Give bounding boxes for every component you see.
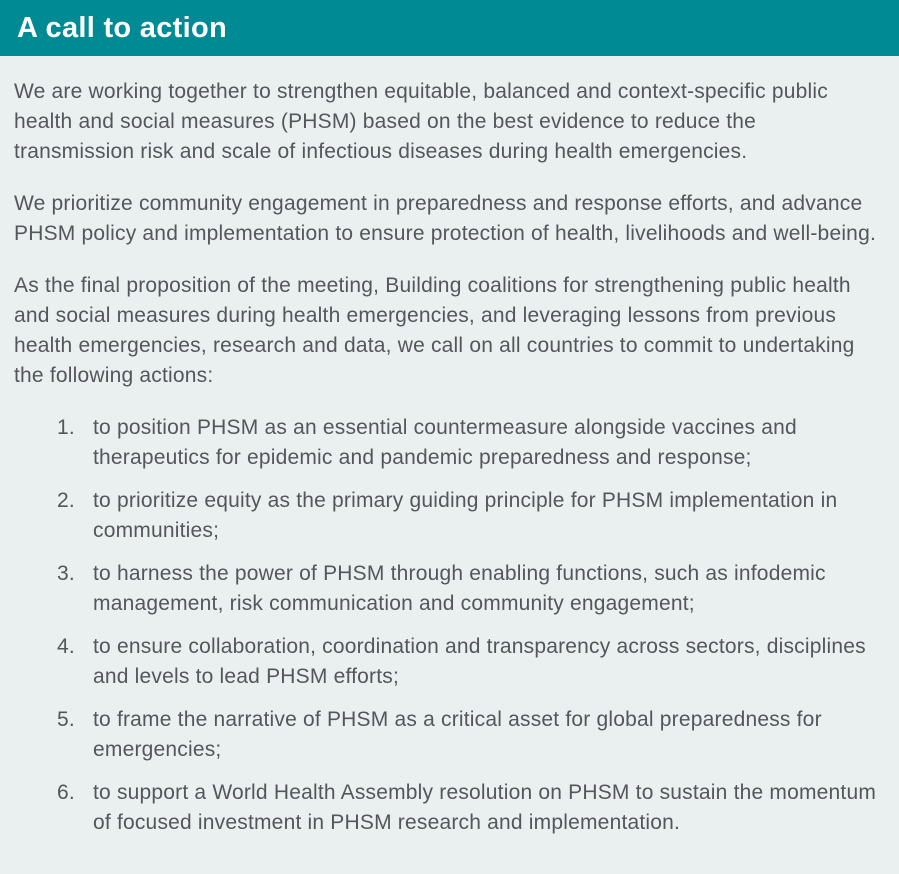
actions-list — [14, 413, 877, 838]
list-item — [14, 778, 877, 838]
list-item-number: 3. — [57, 562, 75, 585]
list-item — [14, 632, 877, 692]
paragraph-proposition: As the final proposition of the meeting, Building coalitions for strengthening public health and social measures during health emergencies, and leveraging lessons from previous health emergencies, research and data, we call on all countries to commit to undertaking the following actions: — [14, 274, 855, 387]
list-item — [14, 486, 877, 546]
paragraph-intro: We are working together to strengthen equitable, balanced and context-specific public health and social measures (PHSM) based on the best evidence to reduce the transmission risk and scale of infectious diseases during health emergencies. — [14, 80, 828, 163]
list-item-number: 5. — [57, 708, 75, 731]
list-item-number: 4. — [57, 635, 75, 658]
list-item-number: 2. — [57, 489, 75, 512]
list-item-number: 6. — [57, 781, 75, 804]
section-title: A call to action — [17, 11, 227, 44]
list-item-text: to frame the narrative of PHSM as a critical asset for global preparedness for emergencies; — [93, 708, 822, 761]
list-item-text: to support a World Health Assembly resolution on PHSM to sustain the momentum of focused investment in PHSM research and implementation. — [93, 781, 877, 834]
list-item-text: to ensure collaboration, coordination and transparency across sectors, disciplines and levels to lead PHSM efforts; — [93, 635, 866, 688]
list-item-text: to position PHSM as an essential countermeasure alongside vaccines and therapeutics for epidemic and pandemic preparedness and response; — [93, 416, 797, 469]
list-item-text: to prioritize equity as the primary guiding principle for PHSM implementation in communities; — [93, 489, 838, 542]
list-item-number: 1. — [57, 416, 75, 439]
list-item-text: to harness the power of PHSM through enabling functions, such as infodemic management, risk communication and community engagement; — [93, 562, 826, 615]
list-item — [14, 413, 877, 473]
list-item — [14, 705, 877, 765]
paragraph-priorities: We prioritize community engagement in preparedness and response efforts, and advance PHSM policy and implementation to ensure protection of health, livelihoods and well-being. — [14, 192, 876, 245]
section-header — [0, 0, 899, 56]
list-item — [14, 559, 877, 619]
section-body — [0, 56, 899, 838]
